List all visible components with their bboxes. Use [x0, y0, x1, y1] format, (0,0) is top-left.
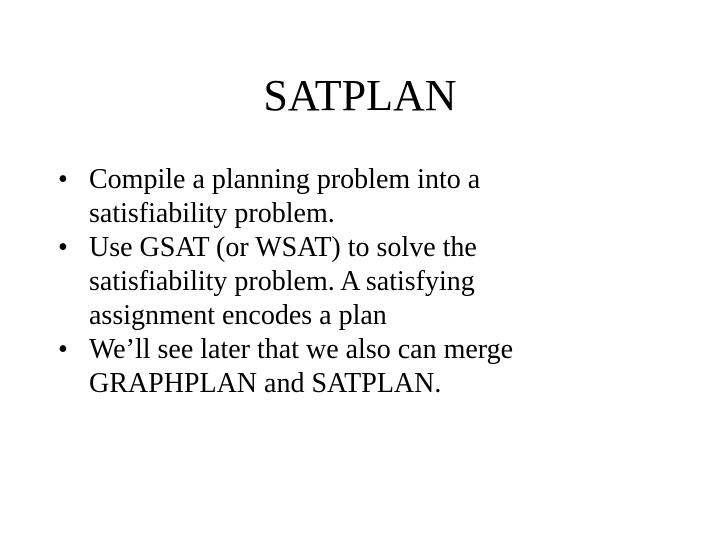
slide-title: SATPLAN	[263, 71, 457, 120]
bullet-item	[58, 333, 698, 401]
bullet-item	[58, 231, 698, 333]
bullet-text	[89, 163, 698, 231]
bullet-text	[89, 333, 698, 401]
bullet-line: Use GSAT (or WSAT) to solve the	[89, 232, 477, 263]
bullet-line: Compile a planning problem into a	[89, 164, 481, 195]
bullet-marker: •	[58, 334, 68, 365]
bullet-list	[58, 163, 698, 401]
bullet-line: GRAPHPLAN and SATPLAN.	[89, 368, 442, 399]
bullet-text	[89, 231, 698, 333]
bullet-item	[58, 163, 698, 231]
bullet-marker: •	[58, 164, 68, 195]
bullet-marker: •	[58, 232, 68, 263]
bullet-line: satisfiability problem.	[89, 198, 335, 229]
bullet-line: assignment encodes a plan	[89, 300, 387, 331]
bullet-line: satisfiability problem. A satisfying	[89, 266, 475, 297]
bullet-line: We’ll see later that we also can merge	[89, 334, 514, 365]
